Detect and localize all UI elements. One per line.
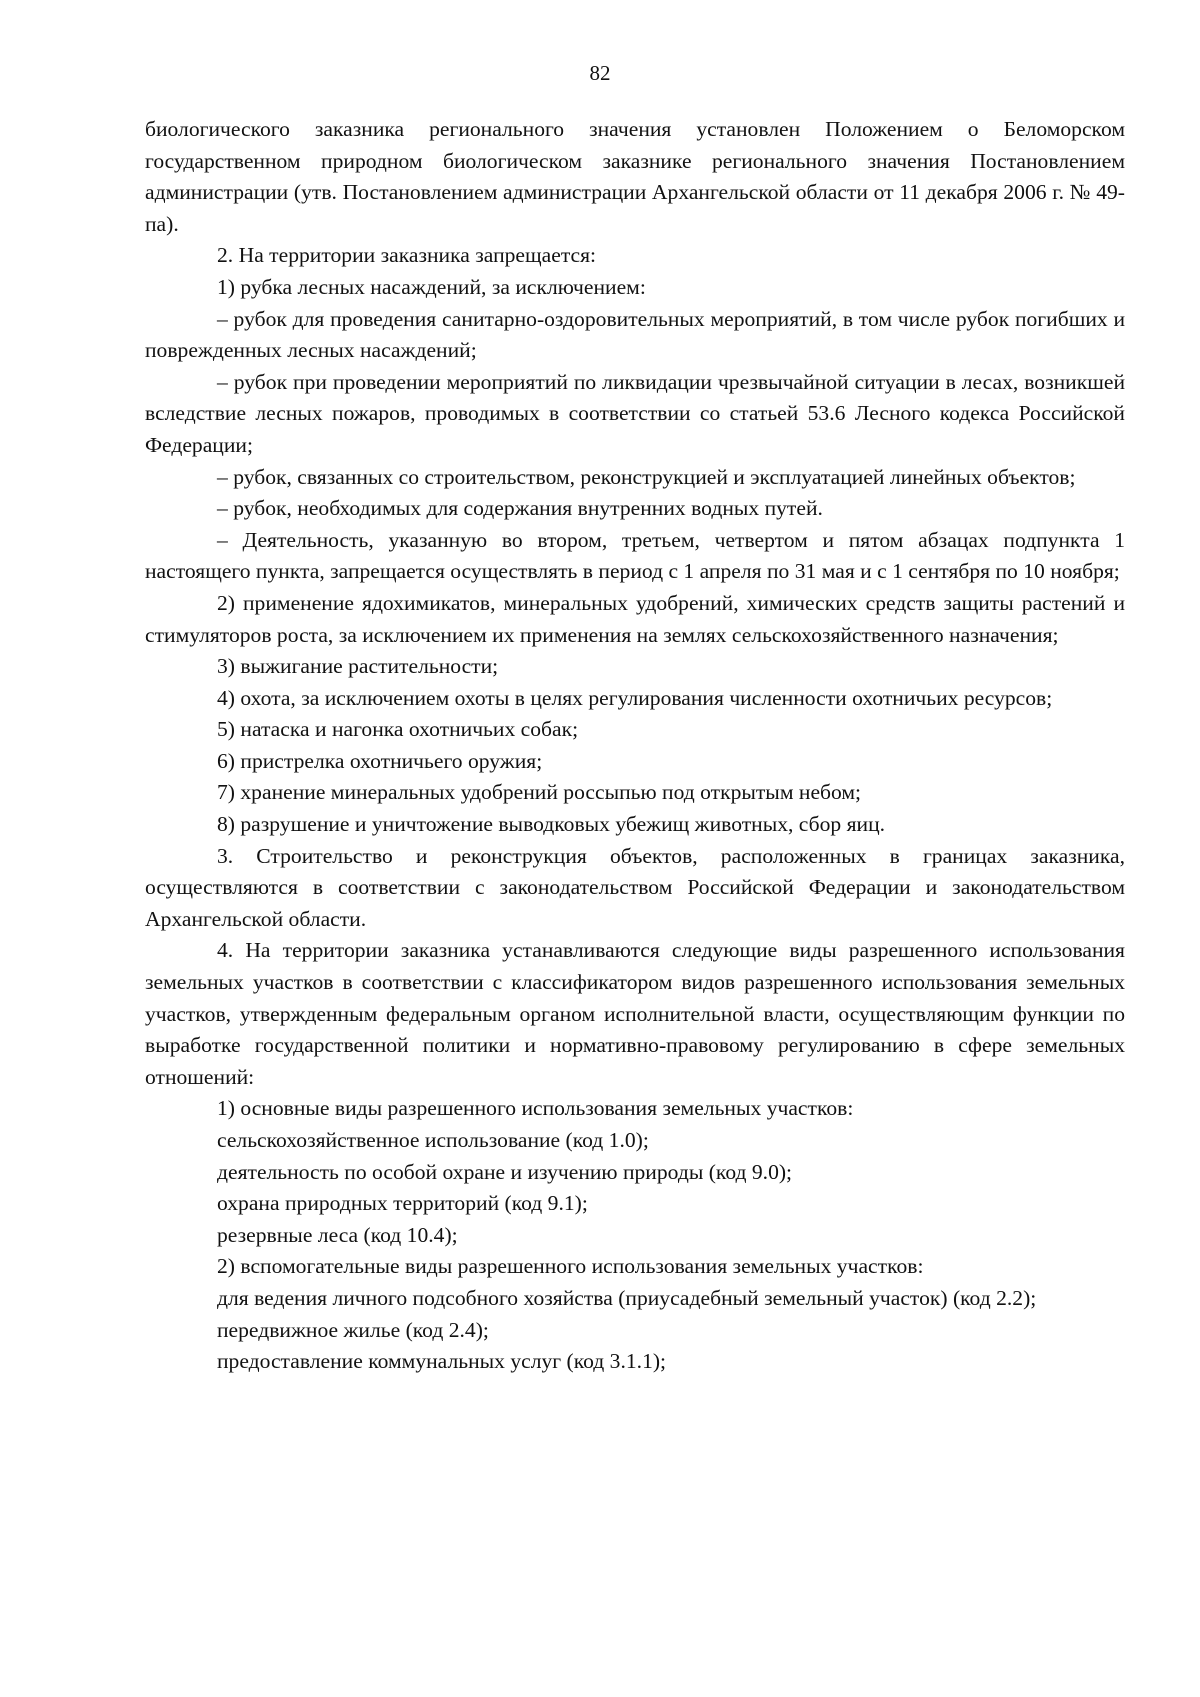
paragraph: – рубок при проведении мероприятий по ликвидации чрезвычайной ситуации в лесах, возникшей вследствие лесных пожаров, проводимых в соответствии со статьей 53.6 Лесного кодекса Российской Федерации; [145,369,1125,457]
paragraph: охрана природных территорий (код 9.1); [217,1191,588,1216]
page-number: 82 [589,61,611,85]
paragraph: резервные леса (код 10.4); [217,1222,458,1247]
paragraph: передвижное жилье (код 2.4); [217,1317,489,1342]
paragraph: – рубок, связанных со строительством, реконструкцией и эксплуатацией линейных объектов; [217,464,1076,489]
paragraph: 2. На территории заказника запрещается: [217,243,597,268]
paragraph: 2) применение ядохимикатов, минеральных удобрений, химических средств защиты растений и стимуляторов роста, за исключением их применения на землях сельскохозяйственного назначения; [145,590,1125,647]
paragraph: 3. Строительство и реконструкция объектов, расположенных в границах заказника, осуществляются в соответствии с законодательством Российской Федерации и законодательством Архангельской области. [145,843,1125,931]
paragraph: 4) охота, за исключением охоты в целях регулирования численности охотничьих ресурсов; [217,685,1053,710]
paragraph: 1) основные виды разрешенного использования земельных участков: [217,1096,854,1121]
paragraph: сельскохозяйственное использование (код 1.0); [217,1128,649,1152]
paragraph: 8) разрушение и уничтожение выводковых убежищ животных, сбор яиц. [217,812,886,837]
paragraph: 1) рубка лесных насаждений, за исключением: [217,274,646,299]
document-body [145,114,1125,1378]
paragraph: 6) пристрелка охотничьего оружия; [217,748,543,773]
paragraph: 3) выжигание растительности; [217,654,499,679]
paragraph: – рубок для проведения санитарно-оздоровительных мероприятий, в том числе рубок погибших и поврежденных лесных насаждений; [145,306,1125,363]
paragraph: – рубок, необходимых для содержания внутренних водных путей. [217,496,823,521]
paragraph: предоставление коммунальных услуг (код 3.1.1); [217,1349,667,1374]
paragraph: деятельность по особой охране и изучению природы (код 9.0); [217,1159,793,1184]
paragraph: 7) хранение минеральных удобрений россыпью под открытым небом; [217,780,862,805]
paragraph: 5) натаска и нагонка охотничьих собак; [217,717,579,742]
paragraph: – Деятельность, указанную во втором, третьем, четвертом и пятом абзацах подпункта 1 настоящего пункта, запрещается осуществлять в период с 1 апреля по 31 мая и с 1 сентября по 10 ноября; [145,527,1125,584]
paragraph: биологического заказника регионального значения установлен Положением о Беломорском государственном природном биологическом заказнике регионального значения Постановлением администрации (утв. Постановлением администрации Архангельской области от 11 декабря 2006 г. № 49-па). [145,117,1125,236]
paragraph: 2) вспомогательные виды разрешенного использования земельных участков: [217,1254,924,1279]
paragraph: для ведения личного подсобного хозяйства (приусадебный земельный участок) (код 2.2); [217,1285,1037,1310]
paragraph: 4. На территории заказника устанавливаются следующие виды разрешенного использования земельных участков в соответствии с классификатором видов разрешенного использования земельных участков, утвержденным федеральным органом исполнительной власти, осуществляющим функции по выработке государственной политики и нормативно-правовому регулированию в сфере земельных отношений: [145,938,1125,1089]
